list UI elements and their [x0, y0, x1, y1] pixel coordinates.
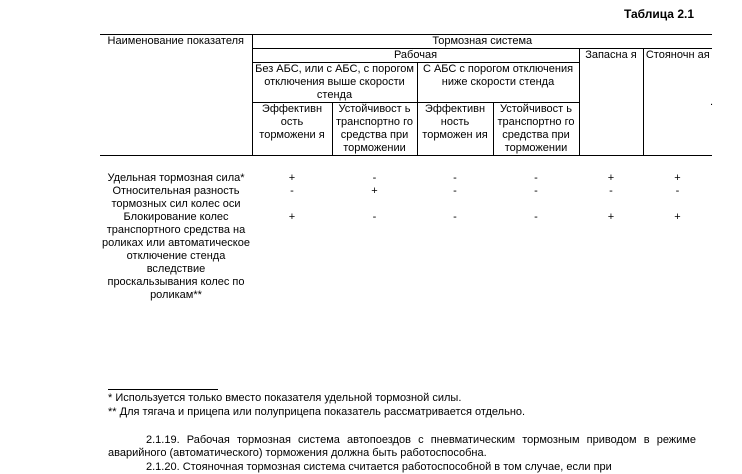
table-row [100, 185, 712, 211]
footnote-1: * Используется только вместо показателя удельной тормозной силы. [108, 392, 462, 404]
table-row [100, 172, 712, 185]
cell-mark: + [674, 171, 681, 184]
cell-mark: + [607, 171, 615, 184]
stray-dot: . [710, 96, 714, 108]
cell-mark: - [534, 210, 538, 223]
cell-mark: + [288, 171, 296, 184]
header-efficiency-2: Эффективн ность торможен ия [417, 103, 493, 156]
header-without-abs: Без АБС, или с АБС, с порогом отключения выше скорости стенда [252, 63, 417, 103]
header-spare: Запасна я [579, 49, 643, 156]
header-stability: Устойчивост ь транспортно го средства при торможении [332, 103, 417, 156]
cell-mark: - [453, 184, 457, 197]
cell-mark: + [288, 210, 296, 223]
paragraph-2-1-19: 2.1.19. Рабочая тормозная система автопоездов с пневматическим тормозным приводом в режиме аварийного (автоматического) торможения должна быть работоспособна. [108, 434, 696, 459]
cell-mark: - [675, 184, 680, 197]
row-label: Блокирование колес транспортного средства на роликах или автоматическое отключение стенда вследствие проскальзывания колес по роликам** [102, 210, 250, 301]
cell-mark: - [453, 210, 457, 223]
footnote-separator [108, 389, 218, 390]
cell-mark: + [674, 210, 681, 223]
header-stability-2: Устойчивост ь транспортно го средства при торможении [493, 103, 579, 156]
brake-indicators-table [100, 34, 712, 302]
table-row [100, 211, 712, 302]
header-working: Рабочая [252, 49, 579, 63]
header-parking: Стояночн ая [643, 49, 712, 156]
cell-mark: - [534, 171, 538, 184]
header-efficiency: Эффективн ость торможени я [252, 103, 332, 156]
row-label: Относительная разность тормозных сил колес оси [111, 184, 241, 210]
paragraph-2-1-20: 2.1.20. Стояночная тормозная система считается работоспособной в том случае, если при [146, 461, 612, 473]
cell-mark: - [453, 171, 457, 184]
cell-mark: - [372, 171, 377, 184]
cell-mark: - [609, 184, 613, 197]
cell-mark: + [371, 184, 378, 197]
row-label: Удельная тормозная сила* [107, 171, 245, 184]
cell-mark: - [372, 210, 377, 223]
table-caption: Таблица 2.1 [623, 7, 694, 21]
header-with-abs: С АБС с порогом отключения ниже скорости стенда [417, 63, 579, 103]
footnote-2: ** Для тягача и прицепа или полуприцепа показатель рассматривается отдельно. [108, 406, 526, 418]
header-brake-system: Тормозная система [252, 35, 712, 49]
header-indicator: Наименование показателя [100, 35, 252, 156]
cell-mark: - [290, 184, 294, 197]
cell-mark: + [607, 210, 615, 223]
cell-mark: - [534, 184, 538, 197]
